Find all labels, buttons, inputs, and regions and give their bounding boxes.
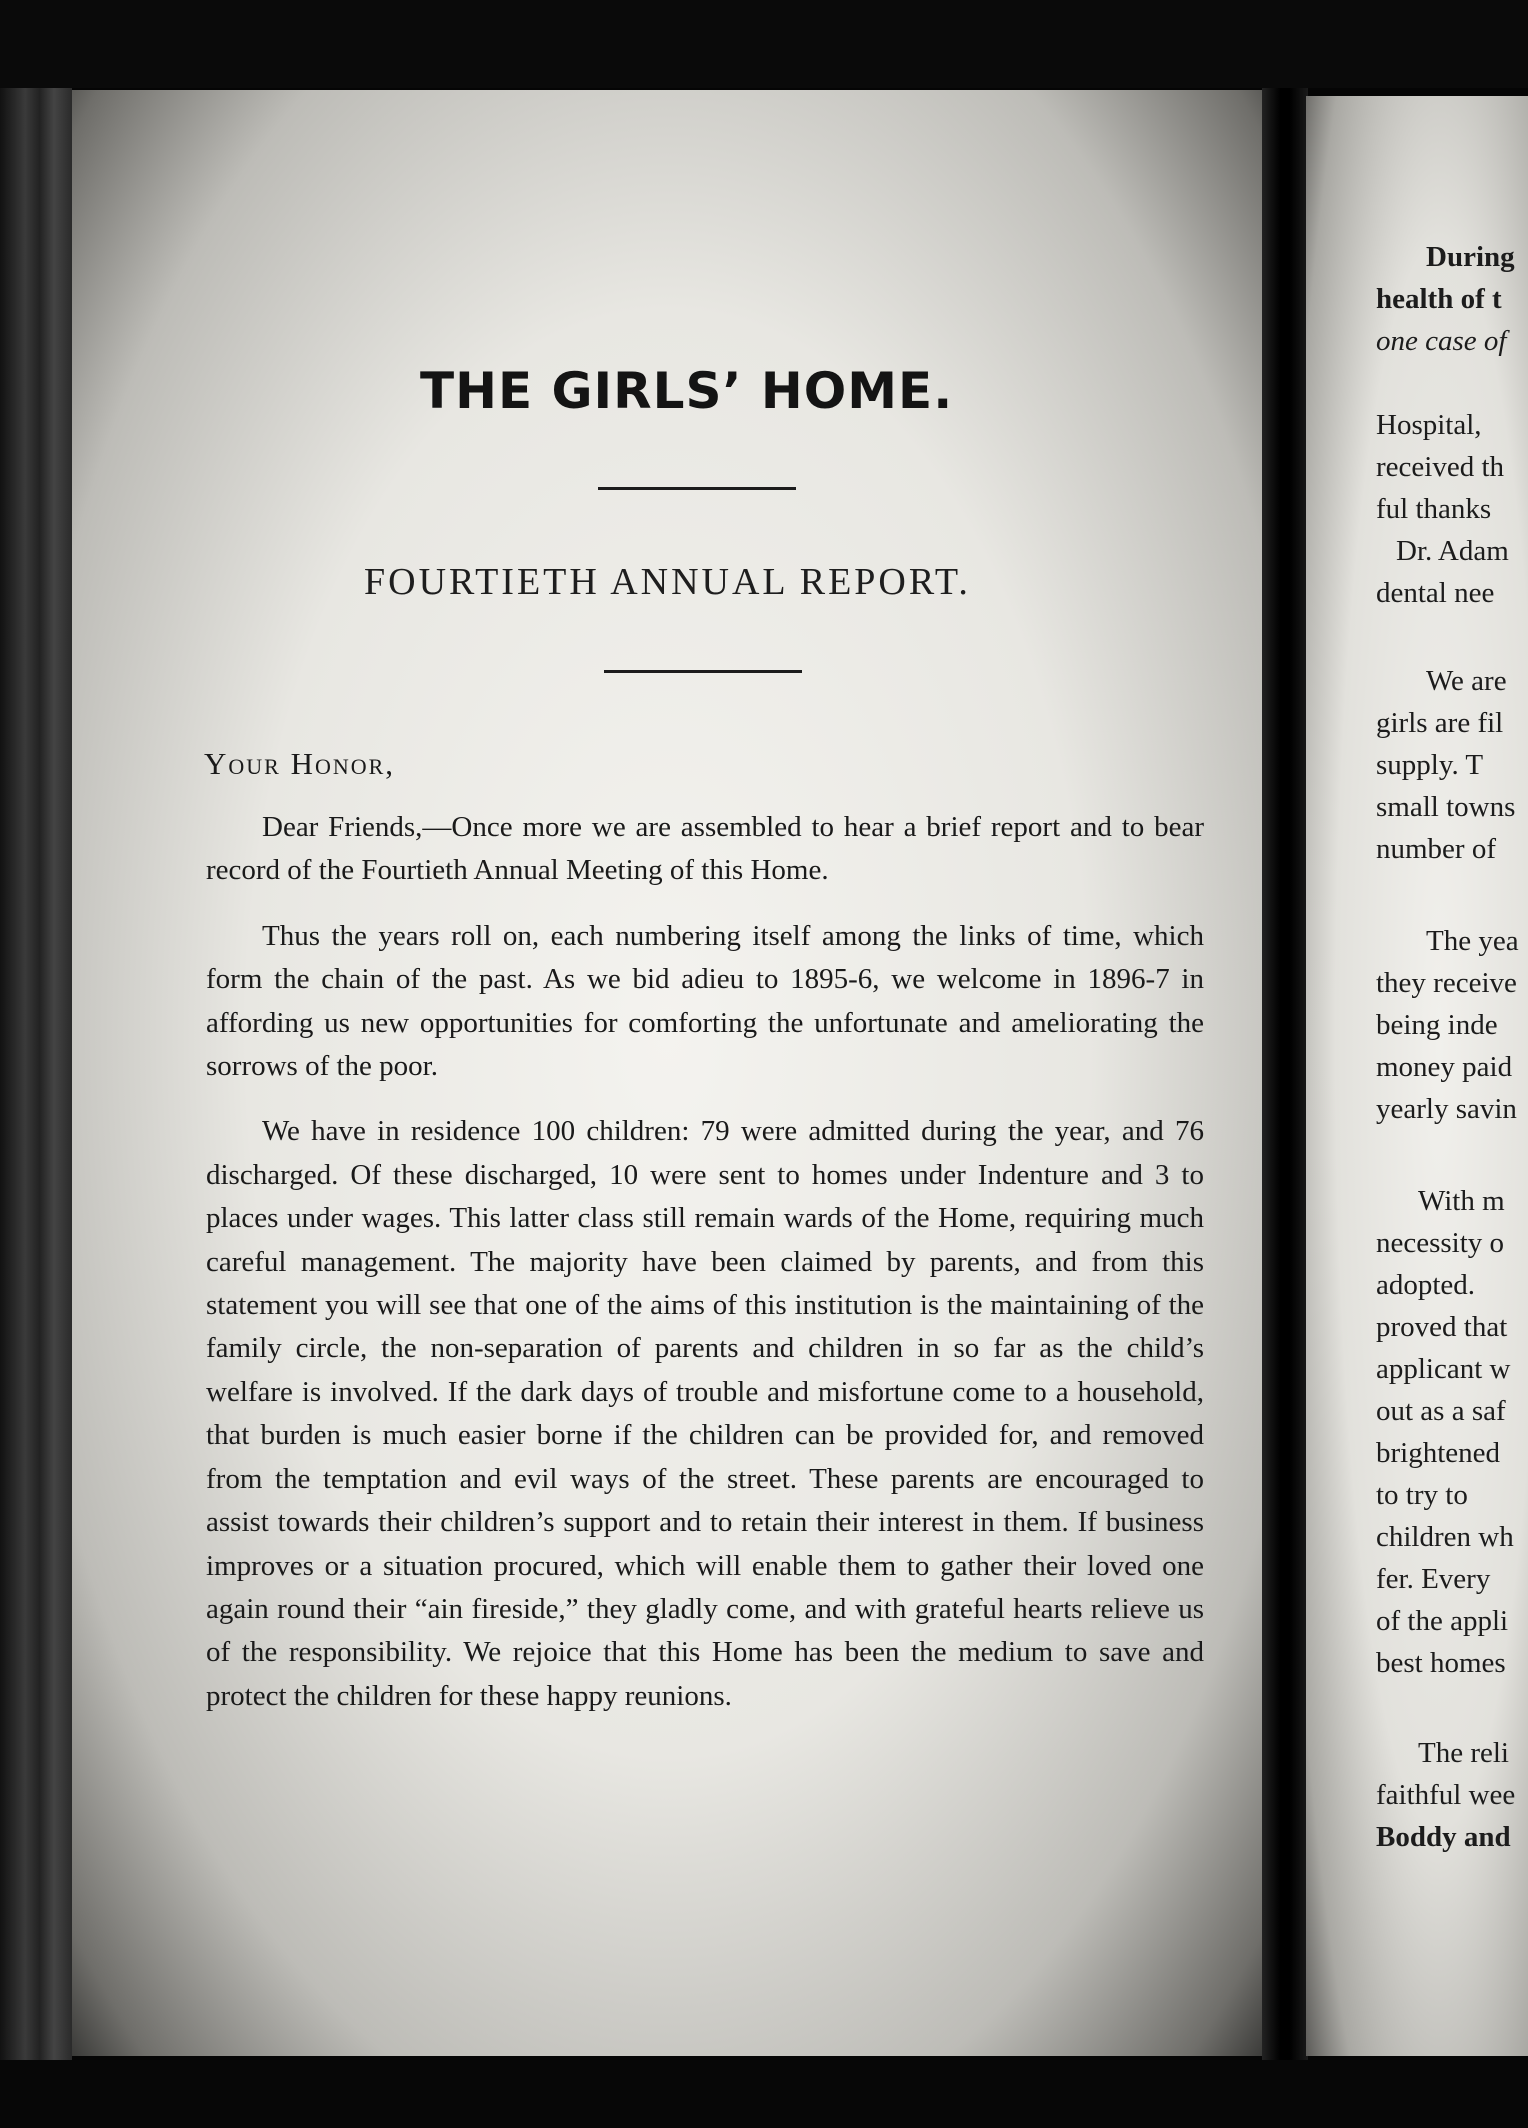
book-edge bbox=[0, 88, 72, 2060]
right-page-line: fer. Every bbox=[1376, 1563, 1491, 1595]
right-page-line: of the appli bbox=[1376, 1605, 1509, 1637]
right-page-line: Hospital, bbox=[1376, 409, 1482, 441]
right-page-line: The yea bbox=[1426, 925, 1519, 957]
right-page-line: to try to bbox=[1376, 1479, 1468, 1511]
right-page-line: small towns bbox=[1376, 791, 1516, 823]
page-title: THE GIRLS’ HOME. bbox=[420, 362, 954, 420]
right-page-line: applicant w bbox=[1376, 1353, 1511, 1385]
book-gutter bbox=[1262, 88, 1308, 2060]
right-page-line: children wh bbox=[1376, 1521, 1514, 1553]
right-page-line: dental nee bbox=[1376, 577, 1495, 609]
paragraph-years: Thus the years roll on, each numbering itself among the links of time, which form the chain of the past. As we bid adieu to 1895-6, we welcome in 1896-7 in affording us new opportunities for comforting the unfortunate and ameliorating the sorrows of the poor. bbox=[206, 919, 1204, 1083]
subtitle-rule bbox=[604, 670, 802, 673]
scan-bottom-border bbox=[0, 2060, 1528, 2128]
right-page-line: being inde bbox=[1376, 1009, 1498, 1041]
right-page-line: With m bbox=[1418, 1185, 1505, 1217]
right-page-line: out as a saf bbox=[1376, 1395, 1506, 1427]
right-page-line: number of bbox=[1376, 833, 1496, 865]
right-page-line: yearly savin bbox=[1376, 1093, 1517, 1125]
right-page-line: ful thanks bbox=[1376, 493, 1492, 525]
scan-top-border bbox=[0, 0, 1528, 88]
right-page-line: The reli bbox=[1418, 1737, 1509, 1769]
right-page-line: received th bbox=[1376, 451, 1505, 483]
paragraph-residence: We have in residence 100 children: 79 were admitted during the year, and 76 discharged. Of these discharged, 10 were sent to homes under Indenture and 3 to places under wages. This latter class still remain wards of the Home, requiring much careful management. The majority have been claimed by parents, and from this statement you will see that one of the aims of this institution is the maintaining of the family circle, the non-separation of parents and children in so far as the child’s welfare is involved. If the dark days of trouble and misfortune come to a household, that burden is much easier borne if the children can be provided for, and removed from the temptation and evil ways of the street. These parents are encouraged to assist towards their children’s support and to retain their interest in them. If business improves or a situation procured, which will enable them to gather their loved one again round their “ain fireside,” they gladly come, and with grateful hearts relieve us of the responsibility. We rejoice that this Home has been the medium to save and protect the children for these happy reunions. bbox=[206, 1115, 1204, 1712]
right-page-line: one case of bbox=[1376, 325, 1507, 357]
paragraph-opening: Dear Friends,—Once more we are assembled to hear a brief report and to bear record of the Fourtieth Annual Meeting of this Home. bbox=[206, 811, 1204, 887]
report-body bbox=[206, 806, 1204, 1740]
right-page-line: health of t bbox=[1376, 283, 1502, 315]
right-page-line: adopted. bbox=[1376, 1269, 1476, 1301]
right-page-line: Dr. Adam bbox=[1396, 535, 1509, 567]
right-page-line: necessity o bbox=[1376, 1227, 1505, 1259]
right-page-line: best homes bbox=[1376, 1647, 1506, 1679]
right-page bbox=[1306, 96, 1528, 2056]
right-page-line: We are bbox=[1426, 665, 1507, 697]
report-subtitle: FOURTIETH ANNUAL REPORT. bbox=[364, 561, 971, 603]
right-page-line: brightened bbox=[1376, 1437, 1501, 1469]
right-page-line: girls are fil bbox=[1376, 707, 1504, 739]
right-page-line: they receive bbox=[1376, 967, 1517, 999]
right-page-line: proved that bbox=[1376, 1311, 1508, 1343]
salutation: Your Honor, bbox=[204, 746, 396, 781]
right-page-line: During bbox=[1426, 241, 1515, 273]
title-rule bbox=[598, 487, 796, 490]
right-page-line: supply. T bbox=[1376, 749, 1484, 781]
right-page-line: money paid bbox=[1376, 1051, 1513, 1083]
right-page-line: Boddy and bbox=[1376, 1821, 1511, 1853]
right-page-line: faithful wee bbox=[1376, 1779, 1516, 1811]
